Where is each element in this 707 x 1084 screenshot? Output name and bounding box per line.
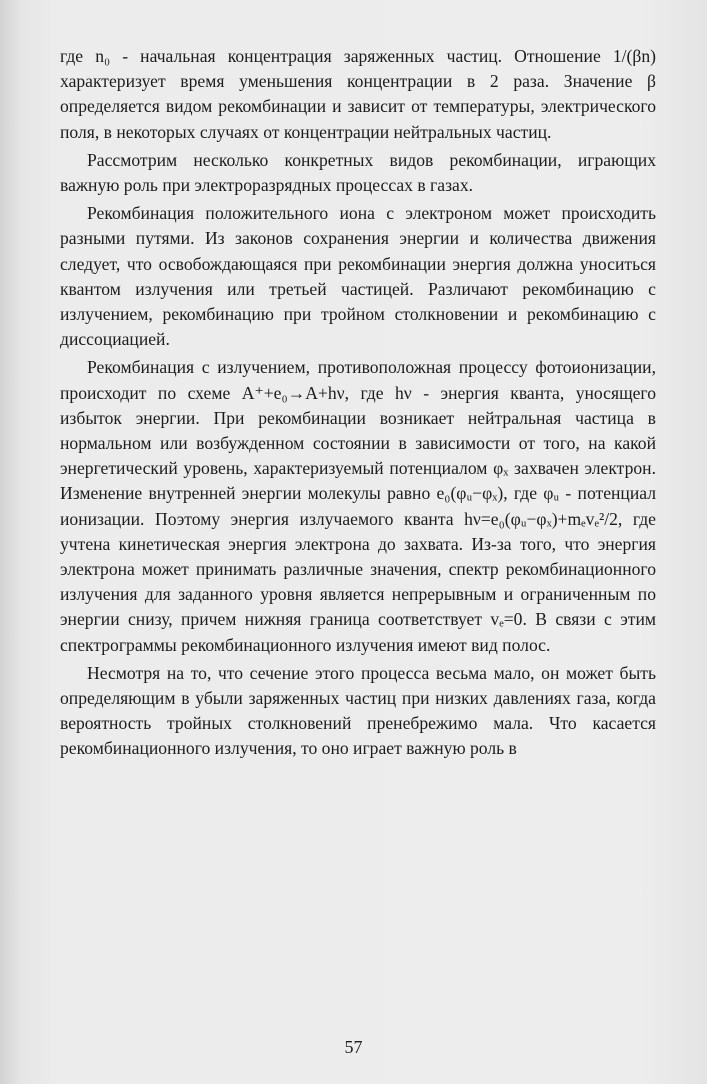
paragraph-5: Несмотря на то, что сечение этого процесса весьма мало, он может быть определяющим в убыли заряженных частиц при низких давлениях газа, когда вероятность тройных столкновений пренебрежимо мала. Что касается рекомбинационного излучения, то оно играет важную роль в [60,662,656,759]
paragraph-1: где n₀ - начальная концентрация заряженных частиц. Отношение 1/(βn) характеризует время уменьшения концентрации в 2 раза. Значение β определяется видом рекомбинации и зависит от температуры, электрического поля, в некоторых случаях от концентрации нейтральных частиц. [60,46,656,142]
page-number: 57 [344,1037,363,1057]
paragraph-4: Рекомбинация с излучением, противоположная процессу фотоионизации, происходит по схеме A⁺+e₀→A+hν, где hν - энергия кванта, уносящего избыток энергии. При рекомбинации возникает нейтральная частица в нормальном или возбужденном состоянии в зависимости от того, на какой энергетический уровень, характеризуемый потенциалом φₓ захвачен электрон. Изменение внутренней энергии молекулы равно e₀(φᵤ−φₓ), где φᵤ - потенциал ионизации. Поэтому энергия излучаемого кванта hν=e₀(φᵤ−φₓ)+mₑvₑ²/2, где учтена кинетическая энергия электрона до захвата. Из-за того, что энергия электрона может принимать различные значения, спектр рекомбинационного излучения для заданного уровня является непрерывным и ограниченным по энергии снизу, причем нижняя граница соответствует vₑ=0. В связи с этим спектрограммы рекомбинационного излучения имеют вид полос. [60,357,656,655]
paragraph-3: Рекомбинация положительного иона с электроном может происходить разными путями. Из законов сохранения энергии и количества движения следует, что освобождающаяся при рекомбинации энергия должна уноситься квантом излучения или третьей частицей. Различают рекомбинацию с излучением, рекомбинацию при тройном столкновении и рекомбинацию с диссоциацией. [60,203,656,350]
paragraph-2: Рассмотрим несколько конкретных видов рекомбинации, играющих важную роль при электроразрядных процессах в газах. [60,149,656,196]
page-body-text [60,44,656,765]
